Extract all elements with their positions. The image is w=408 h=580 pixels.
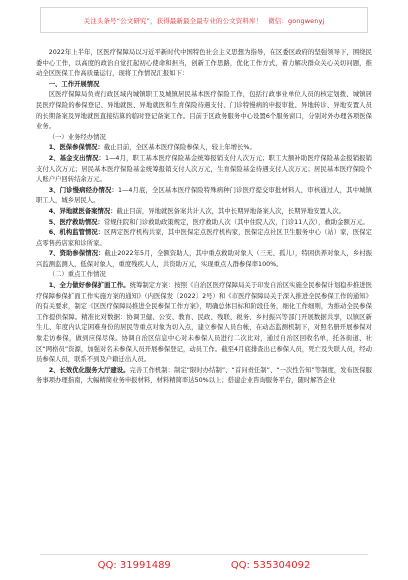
- paragraph-lead: 1、医保参保情况：: [48, 144, 104, 152]
- paragraph-text: 完善工作机制：制定“限时办结制”、“首问责任制”、“一次性告知”等制度，发布医保服务事项办理指南，大幅精简业务申报材料，材料精简率达50%以上；搭建企业咨询服务平台，随时解答企业: [36, 366, 372, 385]
- paragraph-text: 区两定医疗机构共家，其中医保定点医疗机构家，医保定点社区卫生服务中心（站）家，医保定点零售药店家和诊所家。: [36, 229, 372, 247]
- body-paragraph: [36, 90, 372, 132]
- banner-wechat: 微信：gongwenyj: [268, 16, 325, 25]
- paragraph-text: 一、工作开展情况: [48, 80, 100, 88]
- paragraph-text: 区医疗保障局负责行政区域内城镇职工及城镇居民基本医疗保险工作，包括行政事业单位人员的核定划拨、城镇居民医疗保险的参保登记、异地就医、异地就医和生育保险待遇支付、门诊特慢病的申报审批、异地转诊、异地安置人员的长期备案及异地就医直接结算的临时登记备案工作。目前于区政务服务中心设置6个服务窗口，分别对外办理各项医保业务。: [36, 91, 372, 131]
- paragraph-text: 1—4月底，全区基本医疗保险特殊病种门诊医疗提交审批材料人，审核通过人，其中城镇职工人，城乡居民人。: [36, 186, 372, 205]
- paragraph-text: 常规住院和门诊救助政策规定，医疗救助人次（其中住院人次，门诊11人次），救助金额万元。: [103, 218, 369, 226]
- paragraph-text: 统筹制定方案：按照《自治区医疗保障局关于印发自治区实施全民参保计划稳步推进医疗保障参保扩面工作实施方案的通知》（内医保发〔2022〕2号）和《市医疗保障局关于深入推进全民参保工作的通知》的有关要求，制定《区医疗保障局推进全民参保工作方案》，明确总体目标和阶段任务，细化工作细则，为推动全民参保工作提供保障。精准比对数据：协调卫健、公安、教育、民政、残联、税务、乡村振兴等部门开展数据共享，以镇区新生儿、年度内认定困难身份的居民等重点对象为切入点，建立参保人员台帐，在动态监测机制下，对照名册开展参保对象走访参保，做到应保尽保。协调自治区信息中心对未参保人员进行二次比对，通过自治区回收名单，托各街道、社区“网格员”资源，加强对名未参保人员开展参保登记，动员工作。截至4月底排查出已参保人员，死亡及失联人员，经动员参保人员，联系不到及户籍迁出人员。: [36, 282, 372, 364]
- promo-banner: [40, 7, 368, 33]
- paragraph-lead: 3、门诊慢病经办情况：: [48, 186, 118, 194]
- body-paragraph: [36, 186, 372, 207]
- subsection-heading: [36, 270, 372, 281]
- body-paragraph: [36, 228, 372, 249]
- paragraph-text: （一）业务经办情况: [48, 133, 106, 141]
- paragraph-lead: 5、医疗救助情况：: [48, 218, 104, 226]
- body-paragraph: [36, 143, 372, 154]
- footer-qq-left: QQ: 31991489: [97, 559, 171, 571]
- paragraph-text: 1—4月，职工基本医疗保险基金统筹报销支付人次万元；职工大额补助医疗保险基金报销报销支付人次万元；居民基本医疗保险基金统筹报销支付人次万元，生育保险基金待遇支付人次万元；居民基本医疗保险个人账户户回转结余万元。: [36, 154, 372, 184]
- body-paragraph: [36, 249, 372, 270]
- footer-contacts: [40, 554, 368, 575]
- body-paragraph: [36, 366, 372, 387]
- paragraph-lead: 7、资助参保情况：: [48, 250, 105, 258]
- paragraph-text: （二）重点工作情况: [48, 271, 106, 279]
- body-paragraph: [36, 154, 372, 186]
- paragraph-text: 截止目前，全区基本医疗保险参保人，较上年增长%。: [103, 144, 256, 152]
- paragraph-lead: 2、长效优化服务大厅建设。: [48, 366, 130, 374]
- document-body: [36, 48, 372, 550]
- body-paragraph: [36, 281, 372, 366]
- paragraph-text: 截止2022年5月，全额资助人，其中重点救助对象人（三无、孤儿），特困供养对象人，乡村振兴监测监测人，低保对象人，重度残疾人人，共资助万元，实现重点人群参保率100%。: [36, 250, 372, 268]
- paragraph-lead: 4、异地就医备案情况：: [48, 207, 117, 215]
- paragraph-text: 截止目前，异地就医备案共计人次，其中长期异地备案人次，长期异地安置人次。: [116, 207, 345, 215]
- banner-text: 关注头条号“公文研究”，获得最新最全最专业的公文资料库！: [83, 16, 263, 25]
- subsection-heading: [36, 133, 372, 144]
- paragraph-lead: 6、机构监管情况：: [48, 229, 105, 237]
- body-paragraph: [36, 218, 372, 229]
- body-paragraph: [36, 48, 372, 80]
- paragraph-lead: 2、基金支出情况：: [48, 154, 106, 162]
- paragraph-lead: 1、全力做好参保扩面工作。: [48, 282, 130, 290]
- body-paragraph: [36, 207, 372, 218]
- paragraph-text: 2022年上半年，区医疗保障局以习近平新时代中国特色社会主义思想为指导，在区委区政府的坚强领导下，围绕民委中心工作，以高度的政治自觉扛起初心使命和担当，创新工作思路，优化工作方式，着力解决群众关心关切问题，推动全区医保工作高质量运行，现将工作情况汇报如下：: [36, 49, 372, 78]
- footer-qq-right: QQ: 535304092: [230, 559, 311, 571]
- section-heading: [36, 80, 372, 91]
